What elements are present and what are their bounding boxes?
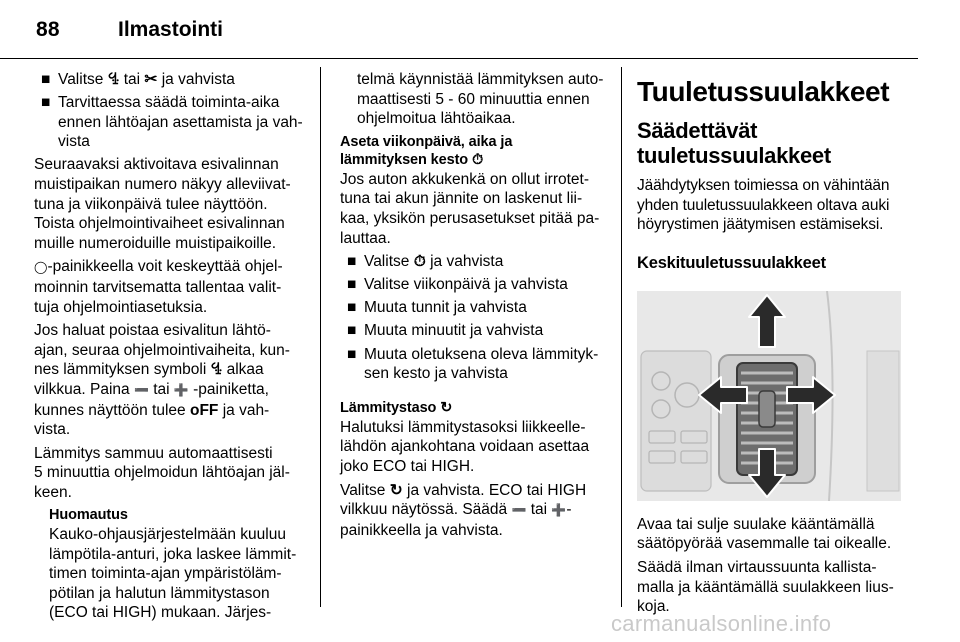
column-divider-1 [320,67,321,607]
note-title: Huomautus [49,507,128,524]
column-2 [340,70,605,544]
paragraph: Jos haluat poistaa esivalitun lähtö- ajan, seuraa ohjelmointivaiheita, kun- nes lämmityksen symboli ꔈ alkaa vilkkua. Paina ➖ tai ➕ -painiketta, kunnes näyttöön tulee oFF ja vah- vista. [34,322,290,439]
bullet: ■ [41,94,51,112]
list-item: ■ Valitse ⏱ ja vahvista [347,253,504,271]
column-divider-2 [621,67,622,607]
program-icon: ◯ [34,260,48,275]
subheading-center-vents: Keskituuletussuulakkeet [637,253,826,272]
paragraph: Halutuksi lämmitystasoksi liikkeelle- lähdön ajankohtana voidaan asettaa joko ECO tai HIGH. [340,418,590,475]
paragraph: Jos auton akkukenkä on ollut irrotet- tuna tai akun jännite on laskenut lii- kaa, yksikön perusasetukset pitää pa- lauttaa. [340,170,600,247]
off-label: oFF [189,401,219,419]
minus-icon: ➖ [133,382,149,397]
paragraph: Seuraavaksi aktivoitava esivalinnan muistipaikan numero näkyy alleviivat- tuna ja viikonpäivä tulee näyttöön. Toista ohjelmointivaiheet esivalinnan muille numeroiduille muistipaikoille. [34,156,291,252]
heating-icon: ꔈ [107,71,120,88]
list-item: ■ Muuta tunnit ja vahvista [347,299,527,317]
note-text: Kauko-ohjausjärjestelmään kuuluu lämpötila-anturi, joka laskee lämmit- timen toiminta-ajan ympäristöläm- pötilan ja halutun lämmitystason (ECO tai HIGH) mukaan. Järjes- [49,525,297,622]
paragraph: Säädä ilman virtaussuunta kallista- malla ja kääntämällä suulakkeen lius- koja. [637,558,894,616]
section-title: Tuuletussuulakkeet [637,76,890,107]
minus-icon: ➖ [511,503,527,518]
list-item: ■ Valitse viikonpäivä ja vahvista [347,276,568,294]
paragraph: Avaa tai sulje suulake kääntämällä säätöpyörää vasemmalle tai oikealle. [637,515,892,553]
level-icon: ↻ [389,481,403,499]
plus-icon: ➕ [551,503,567,518]
paragraph: ◯-painikkeella voit keskeyttää ohjel- moinnin tarvitsematta tallentaa valit- tuja ohjelmointiasetuksia. [34,258,283,316]
paragraph: Lämmitys sammuu automaattisesti 5 minuuttia ohjelmoidun lähtöajan jäl- keen. [34,444,290,501]
list-item: ■ Muuta oletuksena oleva lämmityk- sen kesto ja vahvista [347,345,599,383]
subsection-title: Säädettävät tuuletussuulakkeet [637,118,831,168]
paragraph: Valitse ↻ ja vahvista. ECO tai HIGH vilkkuu näytössä. Säädä ➖ tai ➕- painikkeella ja vahvista. [340,481,587,539]
subheading-heating-level: Lämmitystaso ↻ [340,400,453,417]
note-box [34,506,306,622]
bullet: ■ [41,71,51,88]
fan-icon: ✂ [144,71,158,88]
note-continuation: telmä käynnistää lämmityksen auto- maattisesti 5 - 60 minuuttia ennen ohjelmoitua lähtöaikaa. [357,71,604,128]
heating-icon: ꔈ [210,361,223,379]
plus-icon: ➕ [173,382,189,397]
watermark: carmanualsonline.info [611,611,832,636]
page-number: 88 [36,18,60,41]
header-rule [0,58,918,59]
list-item: ■ Valitse ꔈ tai ✂ ja vahvista [41,71,235,88]
timer-icon: ⏱ [472,152,484,169]
chapter-title: Ilmastointi [118,18,224,41]
list-item: ■ Muuta minuutit ja vahvista [347,322,544,340]
subheading-set-time: Aseta viikonpäivä, aika ja lämmityksen kesto ⏱ [340,133,513,169]
list-item: ■ Tarvittaessa säädä toiminta-aika ennen lähtöajan asettamista ja vah- vista [41,94,303,151]
column-1 [34,70,306,623]
center-vent-illustration [637,291,901,501]
level-icon: ↻ [440,400,453,417]
paragraph: Jäähdytyksen toimiessa on vähintään yhden tuuletussuulakkeen oltava auki höyrystimen jäätymisen estämiseksi. [637,177,890,234]
column-3 [637,70,901,621]
page-header [0,0,960,60]
timer-icon: ⏱ [413,253,426,271]
